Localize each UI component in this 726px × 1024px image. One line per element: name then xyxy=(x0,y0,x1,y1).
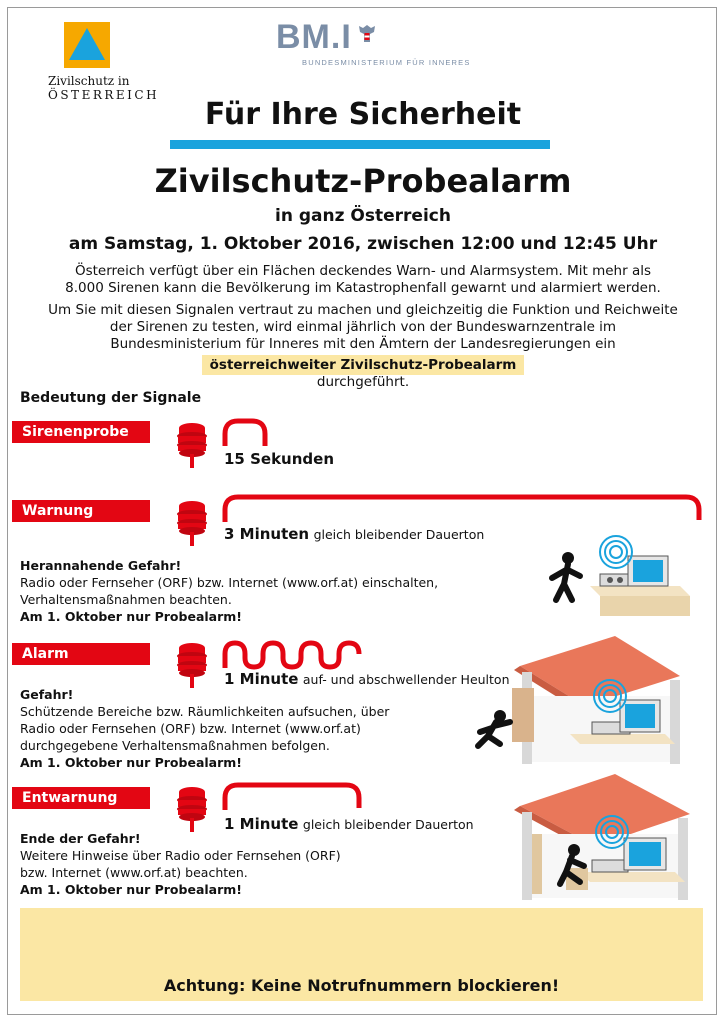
signal-description-entwarnung xyxy=(20,830,341,898)
person-walking-to-radio-illustration xyxy=(540,528,690,618)
desc-note: Am 1. Oktober nur Probealarm! xyxy=(20,882,242,897)
desc-note: Am 1. Oktober nur Probealarm! xyxy=(20,755,242,770)
desc-line: Weitere Hinweise über Radio oder Fernsehen (ORF) xyxy=(20,848,341,863)
person-sheltering-in-house-illustration xyxy=(500,772,695,902)
signals-heading: Bedeutung der Signale xyxy=(20,390,202,406)
intro-text-line: der Sirenen zu testen, wird einmal jährlich von der Bundeswarnzentrale im xyxy=(109,319,617,335)
footer-warning: Achtung: Keine Notrufnummern blockieren! xyxy=(163,976,560,995)
signal-graph-sirenenprobe xyxy=(222,418,268,446)
zivilschutz-logo-line2: ÖSTERREICH xyxy=(48,88,160,102)
siren-icon xyxy=(175,786,209,832)
duration-text: gleich bleibender Dauerton xyxy=(313,527,485,542)
poster-title: Für Ihre Sicherheit xyxy=(204,97,522,132)
duration-bold: 1 Minute xyxy=(224,670,299,688)
signal-label-sirenenprobe: Sirenenprobe xyxy=(12,421,150,443)
bmi-logo-mark: BM.I xyxy=(276,18,352,56)
desc-line: durchgegebene Verhaltensmaßnahmen befolgen. xyxy=(20,738,330,753)
desc-title: Herannahende Gefahr! xyxy=(20,558,182,573)
signal-duration-sirenenprobe xyxy=(224,450,334,468)
subtitle: in ganz Österreich xyxy=(275,206,451,226)
siren-icon xyxy=(175,642,209,688)
zivilschutz-triangle-icon xyxy=(64,22,110,68)
person-entering-house-illustration xyxy=(470,636,695,766)
zivilschutz-logo-line1: Zivilschutz in xyxy=(48,74,130,88)
desc-line: Verhaltensmaßnahmen beachten. xyxy=(20,592,232,607)
zivilschutz-logo xyxy=(48,22,160,102)
highlight-text: österreichweiter Zivilschutz-Probealarm xyxy=(202,355,525,375)
signal-graph-entwarnung xyxy=(222,782,362,810)
signal-label-alarm: Alarm xyxy=(12,643,150,665)
title-divider xyxy=(170,140,550,149)
desc-line: Schützende Bereiche bzw. Räumlichkeiten aufsuchen, über xyxy=(20,704,390,719)
duration-text: gleich bleibender Dauerton xyxy=(302,817,474,832)
signal-description-warnung xyxy=(20,557,438,625)
siren-icon xyxy=(175,422,209,468)
bmi-logo xyxy=(276,20,471,67)
duration-bold: 15 Sekunden xyxy=(224,450,334,468)
eagle-crest-icon xyxy=(356,22,378,46)
intro-paragraph-1 xyxy=(0,263,726,297)
duration-bold: 1 Minute xyxy=(224,815,299,833)
signal-duration-warnung xyxy=(224,525,484,543)
desc-title: Gefahr! xyxy=(20,687,74,702)
duration-bold: 3 Minuten xyxy=(224,525,310,543)
intro-paragraph-2 xyxy=(0,302,726,353)
signal-graph-warnung xyxy=(222,494,702,522)
signal-label-entwarnung: Entwarnung xyxy=(12,787,150,809)
intro-text-line: Um Sie mit diesen Signalen vertraut zu machen und gleichzeitig die Funktion und Reichweite xyxy=(48,302,678,318)
main-title: Zivilschutz-Probealarm xyxy=(154,162,572,200)
intro-text-line: 8.000 Sirenen kann die Bevölkerung im Katastrophenfall gewarnt und alarmiert werden. xyxy=(65,280,661,296)
desc-line: Radio oder Fernsehen (ORF) bzw. Internet (www.orf.at) xyxy=(20,721,361,736)
signal-label-warnung: Warnung xyxy=(12,500,150,522)
date-line: am Samstag, 1. Oktober 2016, zwischen 12:00 und 12:45 Uhr xyxy=(68,234,658,254)
highlight-wrap xyxy=(0,354,726,373)
desc-note: Am 1. Oktober nur Probealarm! xyxy=(20,609,242,624)
intro-text-line: Bundesministerium für Inneres mit den Ämtern der Landesregierungen ein xyxy=(110,336,616,352)
desc-line: bzw. Internet (www.orf.at) beachten. xyxy=(20,865,248,880)
signal-description-alarm xyxy=(20,686,389,771)
bmi-logo-subtitle: BUNDESMINISTERIUM FÜR INNERES xyxy=(302,58,471,67)
desc-title: Ende der Gefahr! xyxy=(20,831,141,846)
siren-icon xyxy=(175,500,209,546)
duration-text: auf- und abschwellender Heulton xyxy=(302,672,510,687)
desc-line: Radio oder Fernseher (ORF) bzw. Internet (www.orf.at) einschalten, xyxy=(20,575,439,590)
intro-text-line: Österreich verfügt über ein Flächen deckendes Warn- und Alarmsystem. Mit mehr als xyxy=(74,263,652,279)
intro-closing: durchgeführt. xyxy=(316,374,410,390)
signal-graph-alarm xyxy=(222,640,362,670)
